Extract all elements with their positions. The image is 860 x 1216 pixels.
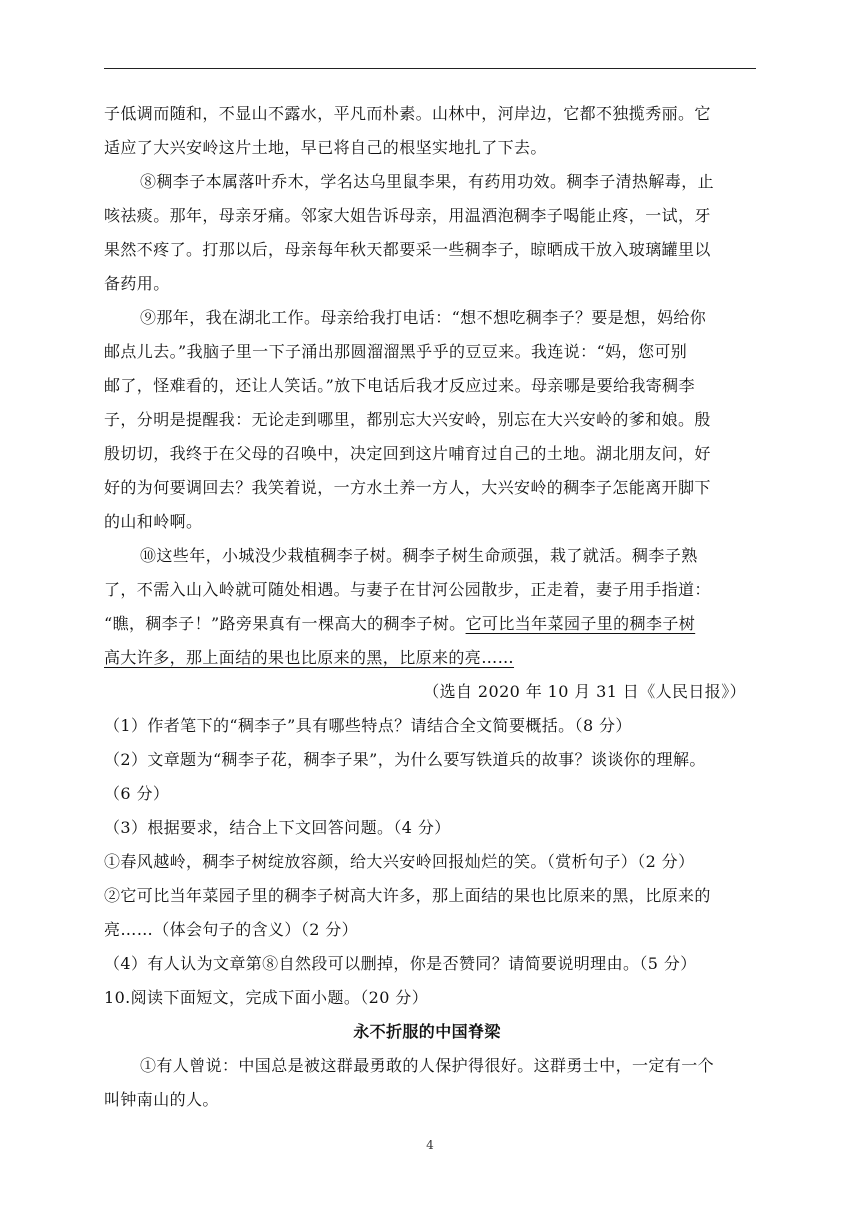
text-line: 备药用。 [104,274,170,293]
text-line: ⑧稠李子本属落叶乔木，学名达乌里鼠李果，有药用功效。稠李子清热解毒，止 [140,172,715,191]
text-line: 果然不疼了。打那以后，母亲每年秋天都要采一些稠李子，晾晒成干放入玻璃罐里以 [104,240,711,259]
text-line: 邮了，怪难看的，还让人笑话。”放下电话后我才反应过来。母亲哪是要给我寄稠李 [104,376,695,395]
page-number: 4 [426,1138,434,1152]
question-line: （1）作者笔下的“稠李子”具有哪些特点？请结合全文简要概括。（8 分） [104,716,632,735]
question-line: （2）文章题为“稠李子花，稠李子果”，为什么要写铁道兵的故事？谈谈你的理解。 [104,750,706,769]
text-line: 邮点儿去。”我脑子里一下子涌出那圆溜溜黑乎乎的豆豆来。我连说：“妈，您可别 [104,342,688,361]
question-line: ①春风越岭，稠李子树绽放容颜，给大兴安岭回报灿烂的笑。（赏析句子）（2 分） [104,852,695,871]
question-line: （4）有人认为文章第⑧自然段可以删掉，你是否赞同？请简要说明理由。（5 分） [104,954,697,973]
passage-text [104,100,750,610]
mixed-line-plain: “瞧，稠李子！”路旁果真有一棵高大的稠李子树。 [104,614,466,633]
text-line: 好的为何要调回去？我笑着说，一方水土养一方人，大兴安岭的稠李子怎能离开脚下 [104,478,711,497]
question-line: 亮……（体会句子的含义）（2 分） [104,920,359,939]
question-line: （3）根据要求，结合上下文回答问题。（4 分） [104,818,451,837]
document-body [104,100,750,1120]
mixed-line [104,610,750,644]
questions-list [104,712,750,1018]
next-article-text [104,1052,750,1120]
text-line: 适应了大兴安岭这片土地，早已将自己的根坚实地扎了下去。 [104,138,547,157]
text-line: ⑨那年，我在湖北工作。母亲给我打电话：“想不想吃稠李子？要是想，妈给你 [140,308,707,327]
question-line: 10.阅读下面短文，完成下面小题。（20 分） [104,988,429,1007]
question-line: （6 分） [104,784,170,803]
text-line: 子，分明是提醒我：无论走到哪里，都别忘大兴安岭，别忘在大兴安岭的爹和娘。殷 [104,410,711,429]
header-rule [104,68,756,69]
text-line: 的山和岭啊。 [104,512,203,531]
underlined-line [104,644,750,678]
text-line: 殷切切，我终于在父母的召唤中，决定回到这片哺育过自己的土地。湖北朋友问，好 [104,444,711,463]
text-line: 了，不需入山入岭就可随处相遇。与妻子在甘河公园散步，正走着，妻子用手指道： [104,580,711,599]
text-line: ①有人曾说：中国总是被这群最勇敢的人保护得很好。这群勇士中，一定有一个 [140,1056,715,1075]
text-line: 子低调而随和，不显山不露水，平凡而朴素。山林中，河岸边，它都不独揽秀丽。它 [104,104,711,123]
source-citation: （选自 2020 年 10 月 31 日《人民日报》） [423,682,746,701]
underlined-sentence-end: 高大许多，那上面结的果也比原来的黑，比原来的亮…… [104,648,515,667]
text-line: 叫钟南山的人。 [104,1090,219,1109]
next-article-title: 永不折服的中国脊梁 [353,1022,501,1041]
text-line: 咳祛痰。那年，母亲牙痛。邻家大姐告诉母亲，用温酒泡稠李子喝能止疼，一试，牙 [104,206,711,225]
text-line: ⑩这些年，小城没少栽植稠李子树。稠李子树生命顽强，栽了就活。稠李子熟 [140,546,698,565]
underlined-sentence-start: 它可比当年菜园子里的稠李子树 [465,614,696,633]
question-line: ②它可比当年菜园子里的稠李子树高大许多，那上面结的果也比原来的黑，比原来的 [104,886,711,905]
